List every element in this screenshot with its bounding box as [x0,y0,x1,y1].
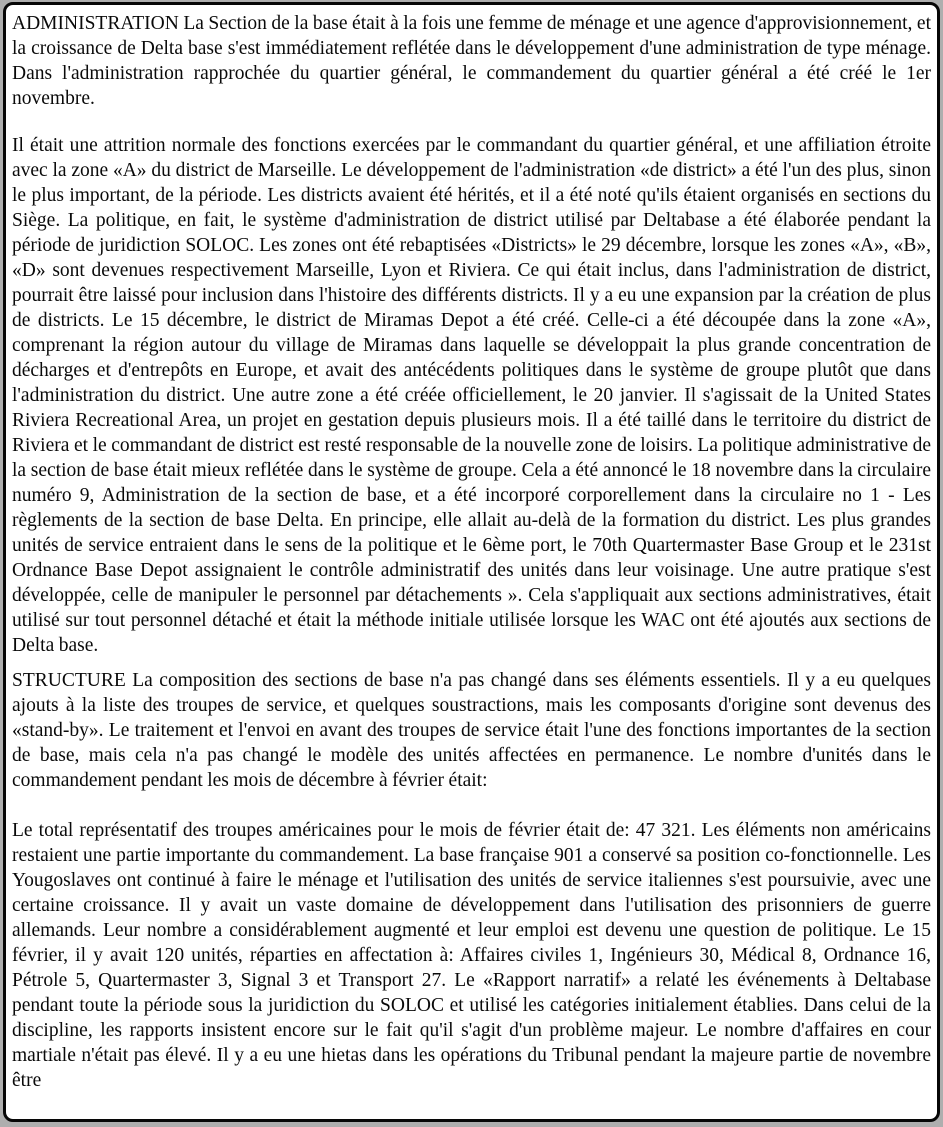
paragraph-structure: STRUCTURE La composition des sections de base n'a pas changé dans ses éléments essentiels. Il y a eu quelques ajouts à la liste des troupes de service, et quelques soustractions, mais les composants d'origine sont devenus des «stand-by». Le traitement et l'envoi en avant des troupes de service était l'une des fonctions importantes de la section de base, mais cela n'a pas changé le modèle des unités affectées en permanence. Le nombre d'unités dans le commandement pendant les mois de décembre à février était: [12,670,931,791]
paragraph-troop-strength: Le total représentatif des troupes américaines pour le mois de février était de: 47 321. Les éléments non américains restaient une partie importante du commandement. La base française 901 a conservé sa position co-fonctionnelle. Les Yougoslaves ont continué à faire le ménage et l'utilisation des unités de service italiennes s'est poursuivie, avec une certaine croissance. Il y avait un vaste domaine de développement dans l'utilisation des prisonniers de guerre allemands. Leur nombre a considérablement augmenté et leur emploi est devenu une question de politique. Le 15 février, il y avait 120 unités, réparties en affectation à: Affaires civiles 1, Ingénieurs 30, Médical 8, Ordnance 16, Pétrole 5, Quartermaster 3, Signal 3 et Transport 27. Le «Rapport narratif» a relaté les événements à Deltabase pendant toute la période sous la juridiction du SOLOC et utilisé les catégories initialement établies. Dans celui de la discipline, les rapports insistent encore sur le fait qu'il s'agit d'un problème majeur. Le nombre d'affaires en cour martiale n'était pas élevé. Il y a eu une hietas dans les opérations du Tribunal pendant la majeure partie de novembre être [12,820,931,1091]
paragraph-administration: ADMINISTRATION La Section de la base était à la fois une femme de ménage et une agence d'approvisionnement, et la croissance de Delta base s'est immédiatement reflétée dans le développement d'une administration de type ménage. Dans l'administration rapprochée du quartier général, le commandement du quartier général a été créé le 1er novembre. [12,13,931,109]
paragraph-district-administration: Il était une attrition normale des fonctions exercées par le commandant du quartier général, et une affiliation étroite avec la zone «A» du district de Marseille. Le développement de l'administration «de district» a été l'un des plus, sinon le plus important, de la période. Les districts avaient été hérités, et il a été noté qu'ils étaient organisés en sections du Siège. La politique, en fait, le système d'administration de district utilisé par Deltabase a été élaborée pendant la période de juridiction SOLOC. Les zones ont été rebaptisées «Districts» le 29 décembre, lorsque les zones «A», «B», «D» sont devenues respectivement Marseille, Lyon et Riviera. Ce qui était inclus, dans l'administration de district, pourrait être laissé pour inclusion dans l'histoire des différents districts. Il y a eu une expansion par la création de plus de districts. Le 15 décembre, le district de Miramas Depot a été créé. Celle-ci a été découpée dans la zone «A», comprenant la région autour du village de Miramas dans laquelle se développait la plus grande concentration de décharges et d'entrepôts en Europe, et avait des antécédents politiques dans le système de groupe plutôt que dans l'administration du district. Une autre zone a été créée officiellement, le 20 janvier. Il s'agissait de la United States Riviera Recreational Area, un projet en gestation depuis plusieurs mois. Il a été taillé dans le territoire du district de Riviera et le commandant de district est resté responsable de la nouvelle zone de loisirs. La politique administrative de la section de base était mieux reflétée dans le système de groupe. Cela a été annoncé le 18 novembre dans la circulaire numéro 9, Administration de la section de base, et a été incorporé corporellement dans la circulaire no 1 - Les règlements de la section de base Delta. En principe, elle allait au-delà de la formation du district. Les plus grandes unités de service entraient dans le sens de la politique et le 6ème port, le 70th Quartermaster Base Group et le 231st Ordnance Base Depot assignaient le contrôle administratif des unités dans leur voisinage. Une autre pratique s'est développée, celle de manipuler le personnel par détachements ». Cela s'appliquait aux sections administratives, était utilisé sur tout personnel détaché et était la méthode initiale utilisée lorsque les WAC ont été ajoutés aux sections de Delta base. [12,135,931,656]
document-page [3,2,940,1122]
